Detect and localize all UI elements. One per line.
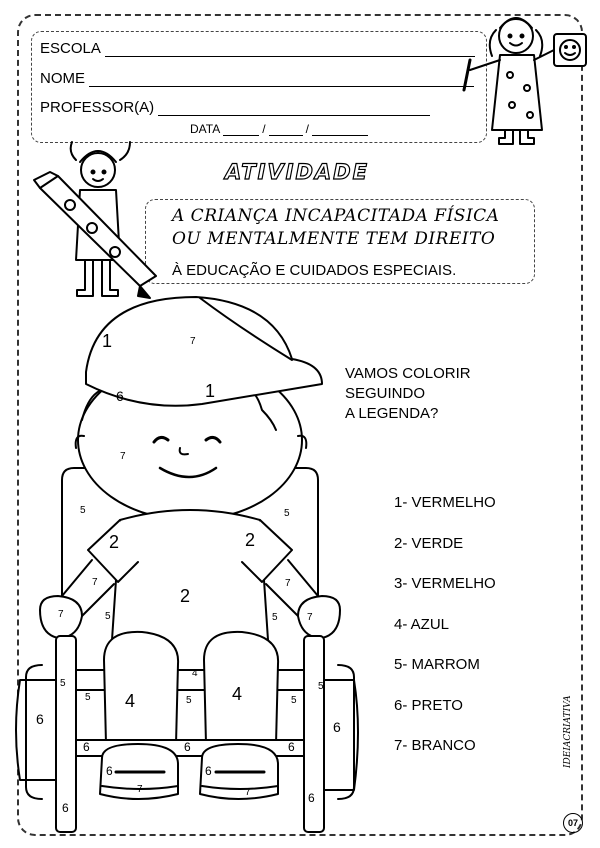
legend-item-3: 3- VERMELHO — [394, 575, 496, 592]
label-foot-6a: 6 — [62, 801, 69, 815]
label-shirt-2b: 2 — [245, 530, 256, 550]
label-seat-5a: 5 — [85, 692, 91, 703]
label-seat-4: 4 — [192, 668, 198, 679]
label-wheel-6a: 6 — [36, 711, 44, 727]
label-armrest-5b: 5 — [272, 612, 278, 623]
label-leg-4b: 4 — [232, 684, 243, 704]
label-cap-1a: 1 — [102, 331, 113, 351]
label-foot-6b: 6 — [308, 791, 315, 805]
label-arm-7a: 7 — [92, 577, 98, 588]
legend-item-1: 1- VERMELHO — [394, 494, 496, 511]
page-number: 07 — [563, 813, 583, 833]
school-label: ESCOLA — [40, 40, 101, 57]
date-label: DATA — [190, 122, 221, 136]
label-leg-4a: 4 — [125, 691, 136, 711]
date-sep-1: / — [262, 122, 266, 136]
label-hand-7b: 7 — [307, 612, 313, 623]
girl-pencil-illustration — [34, 142, 156, 298]
label-armrest-5a: 5 — [105, 611, 111, 622]
label-hand-7a: 7 — [58, 609, 64, 620]
label-wheel-6b: 6 — [333, 719, 341, 735]
label-bar-6a: 6 — [83, 740, 90, 754]
label-arm-7b: 7 — [285, 578, 291, 589]
legend-item-7: 7- BRANCO — [394, 737, 476, 754]
label-shirt-2a: 2 — [109, 532, 120, 552]
label-shoe-7b: 7 — [245, 787, 251, 798]
legend-item-4: 4- AZUL — [394, 616, 450, 633]
phrase-line-3: À EDUCAÇÃO E CUIDADOS ESPECIAIS. — [172, 262, 457, 279]
legend-item-5: 5- MARROM — [394, 656, 480, 673]
label-bar-6b: 6 — [184, 740, 191, 754]
label-cap-7: 7 — [190, 336, 196, 347]
date-sep-2: / — [305, 122, 309, 136]
question-line-2: SEGUINDO — [345, 385, 426, 402]
question-line-1: VAMOS COLORIR — [345, 365, 471, 382]
label-hair-6: 6 — [116, 388, 124, 404]
label-side-5b: 5 — [318, 681, 324, 692]
label-cap-1b: 1 — [205, 381, 216, 401]
label-bar-6c: 6 — [288, 740, 295, 754]
label-shoe-6a: 6 — [106, 764, 113, 778]
phrase-line-1: A CRIANÇA INCAPACITADA FÍSICA — [172, 206, 500, 226]
girl-painter-illustration — [464, 18, 586, 144]
question-line-3: A LEGENDA? — [345, 405, 439, 422]
legend-item-2: 2- VERDE — [394, 535, 464, 552]
name-label: NOME — [40, 70, 85, 87]
label-seat-5c: 5 — [291, 695, 297, 706]
legend-item-6: 6- PRETO — [394, 697, 463, 714]
teacher-label: PROFESSOR(A) — [40, 99, 155, 116]
label-shirt-2c: 2 — [180, 586, 191, 606]
label-chair-5b: 5 — [284, 508, 290, 519]
label-shoe-7a: 7 — [137, 784, 143, 795]
activity-title: ATIVIDADE — [225, 160, 369, 184]
label-seat-5b: 5 — [186, 695, 192, 706]
author-signature: IDEIACRIATIVA — [563, 695, 573, 768]
phrase-line-2: OU MENTALMENTE TEM DIREITO — [172, 229, 496, 249]
label-shoe-6b: 6 — [205, 764, 212, 778]
label-chair-5a: 5 — [80, 505, 86, 516]
label-face-7: 7 — [120, 451, 126, 462]
label-side-5a: 5 — [60, 678, 66, 689]
